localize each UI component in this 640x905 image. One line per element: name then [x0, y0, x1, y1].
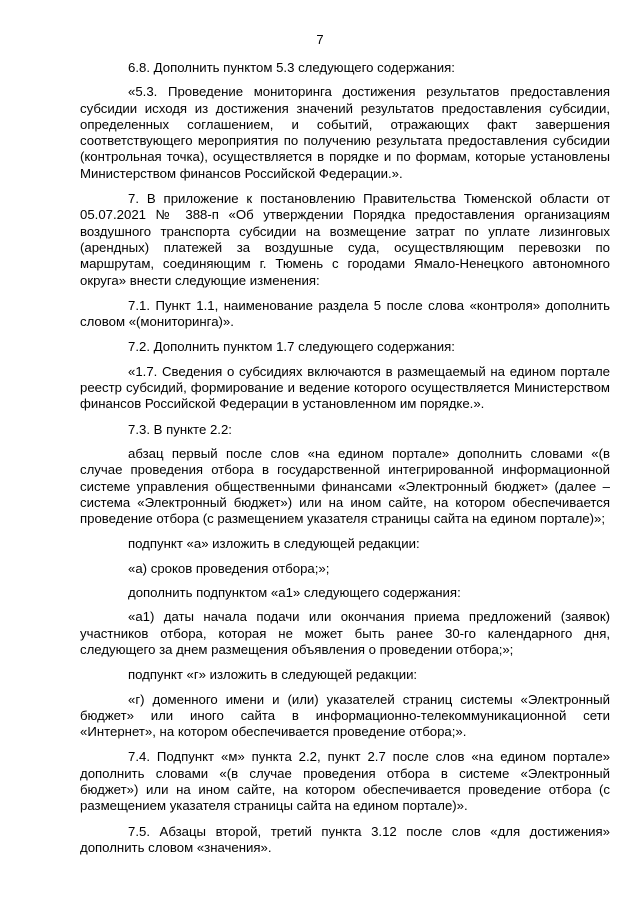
paragraph-a1-quote: «а1) даты начала подачи или окончания приема предложений (заявок) участников отбора, которая не может быть ранее 30-го календарного дня, следующего за днем размещения объявления о проведении отбора;»; [80, 609, 610, 657]
page-number: 7 [316, 32, 324, 47]
paragraph-7: 7. В приложение к постановлению Правительства Тюменской области от 05.07.2021 № 388-п «Об утверждении Порядка предоставления организациям воздушного транспорта субсидии на возмещение затрат по уплате лизинговых (арендных) платежей за воздушные суда, осуществляющим перевозки по маршрутам, соединяющим г. Тюмень с городами Ямало-Ненецкого автономного округа» внести следующие изменения: [80, 191, 610, 288]
document-body [80, 60, 610, 865]
paragraph-5-3-quote: «5.3. Проведение мониторинга достижения результатов предоставления субсидии исходя из достижения значений результатов предоставления субсидии, определенных соглашением, и событий, отражающих факт завершения соответствующего мероприятия по получению результата предоставления субсидии (контрольная точка), осуществляется в порядке и по формам, которые установлены Министерством финансов Российской Федерации.». [80, 84, 610, 181]
paragraph-1-7-quote: «1.7. Сведения о субсидиях включаются в размещаемый на едином портале реестр субсидий, формирование и ведение которого осуществляется Министерством финансов Российской Федерации в установленном им порядке.». [80, 363, 610, 412]
paragraph-6-8: 6.8. Дополнить пунктом 5.3 следующего содержания: [128, 60, 455, 75]
paragraph-7-5: 7.5. Абзацы второй, третий пункта 3.12 после слов «для достижения» дополнить словом «значения». [80, 823, 610, 855]
paragraph-abzac-pervyi: абзац первый после слов «на едином портале» дополнить словами «(в случае проведения отбора в государственной интегрированной информационной системе управления общественными финансами «Электронный бюджет» (далее – система «Электронный бюджет») или на ином сайте, на котором обеспечивается проведение отбора (с размещением указателя страницы сайта на едином портале)»; [80, 445, 610, 527]
paragraph-7-1: 7.1. Пункт 1.1, наименование раздела 5 после слова «контроля» дополнить словом «(мониторинга)». [80, 297, 610, 330]
paragraph-g-quote: «г) доменного имени и (или) указателей страниц системы «Электронный бюджет» или иного сайта в информационно-телекоммуникационной сети «Интернет», на котором обеспечивается проведение отбора;». [80, 691, 610, 740]
paragraph-a-quote: «а) сроков проведения отбора;»; [128, 560, 330, 576]
paragraph-podpunkt-a: подпункт «а» изложить в следующей редакции: [128, 536, 420, 552]
paragraph-7-3: 7.3. В пункте 2.2: [128, 421, 232, 437]
paragraph-dopolnit-a1: дополнить подпунктом «а1» следующего содержания: [128, 585, 461, 601]
paragraph-podpunkt-g: подпункт «г» изложить в следующей редакции: [128, 667, 418, 683]
paragraph-7-4: 7.4. Подпункт «м» пункта 2.2, пункт 2.7 после слов «на едином портале» дополнить словами «(в случае проведения отбора в системе «Электронный бюджет») или на ином сайте, на котором обеспечивается проведение отбора (с размещением указателя страницы сайта на едином портале)». [80, 749, 610, 814]
paragraph-7-2: 7.2. Дополнить пунктом 1.7 следующего содержания: [128, 339, 455, 355]
